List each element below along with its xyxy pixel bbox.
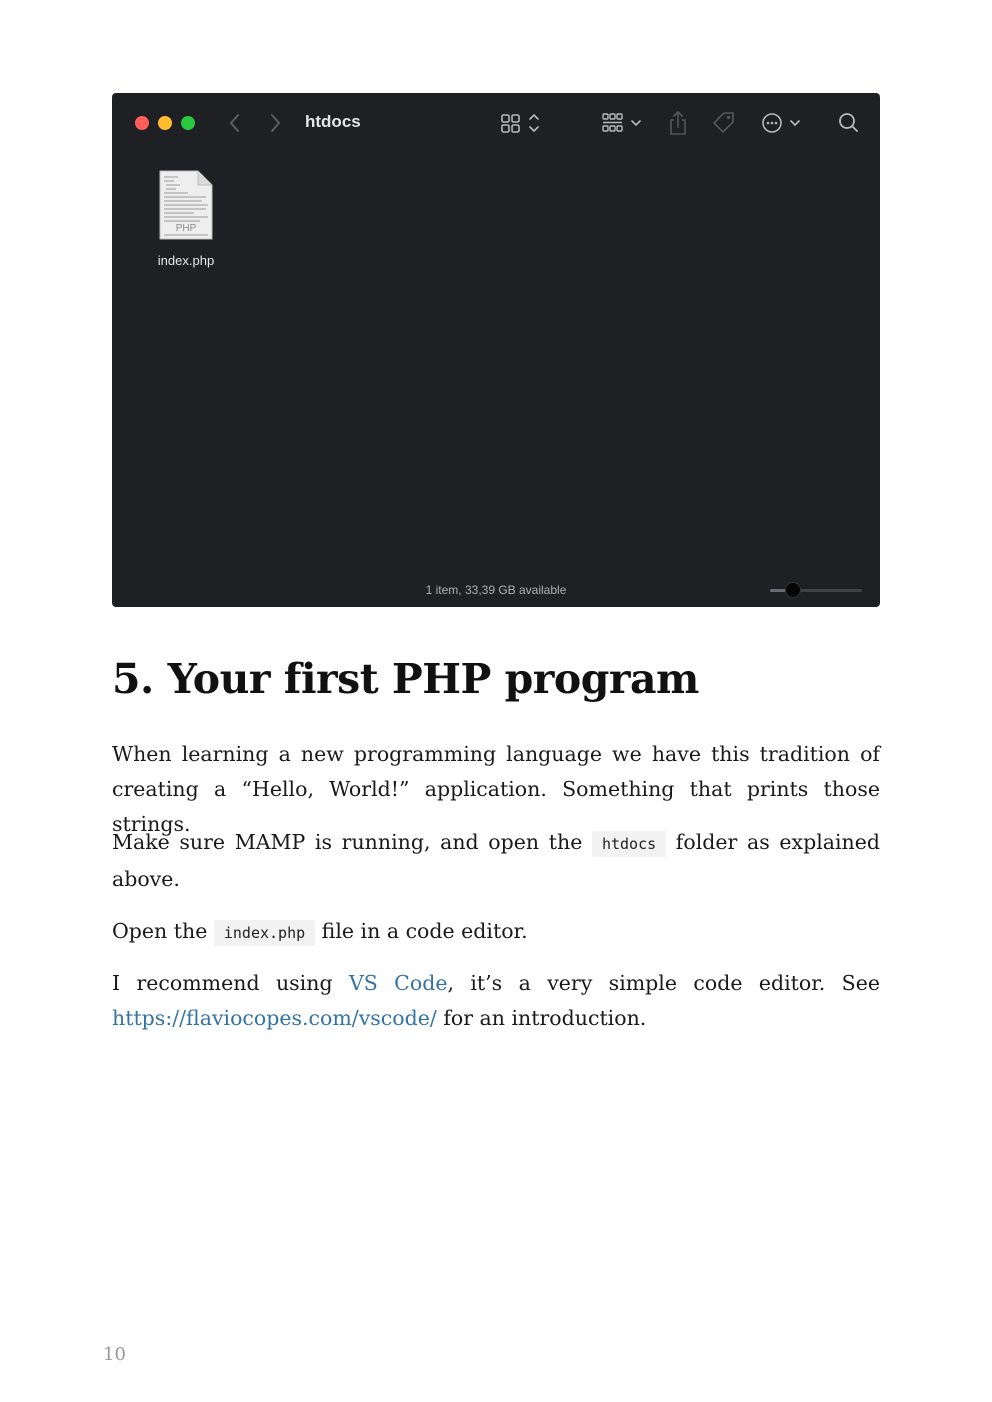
vs-code-link[interactable]: VS Code bbox=[348, 971, 448, 995]
text-run: folder as explained above. bbox=[112, 830, 880, 891]
text-run: for an introduction. bbox=[436, 1006, 647, 1030]
share-icon[interactable] bbox=[667, 109, 689, 137]
inline-code-index-php: index.php bbox=[214, 920, 315, 946]
file-name: index.php bbox=[157, 253, 215, 268]
status-bar-text: 1 item, 33,39 GB available bbox=[425, 583, 567, 597]
inline-code-htdocs: htdocs bbox=[592, 831, 666, 857]
forward-chevron-icon[interactable] bbox=[265, 109, 285, 137]
paragraph-editor bbox=[112, 966, 880, 1036]
text-run: , it’s a very simple code editor. See bbox=[447, 971, 880, 995]
paragraph-open-file bbox=[112, 914, 880, 951]
zoom-window-button[interactable] bbox=[181, 116, 195, 130]
close-window-button[interactable] bbox=[135, 116, 149, 130]
text-run: I recommend using bbox=[112, 971, 349, 995]
php-file-icon bbox=[158, 169, 214, 241]
minimize-window-button[interactable] bbox=[158, 116, 172, 130]
search-icon[interactable] bbox=[836, 109, 862, 137]
paragraph-mamp bbox=[112, 825, 880, 897]
page-number: 10 bbox=[103, 1344, 126, 1365]
icon-size-slider-knob[interactable] bbox=[785, 582, 801, 598]
grid-view-icon[interactable] bbox=[500, 109, 544, 137]
more-actions-icon[interactable] bbox=[760, 109, 804, 137]
paragraph-intro: When learning a new programming language we have this tradition of creating a “Hello, World!” application. Something that prints those strings. bbox=[112, 742, 880, 836]
folder-title: htdocs bbox=[305, 112, 361, 131]
file-item[interactable] bbox=[142, 169, 230, 268]
text-run: Open the bbox=[112, 919, 214, 943]
group-by-icon[interactable] bbox=[601, 109, 647, 137]
section-heading: 5. Your first PHP program bbox=[112, 655, 699, 703]
finder-window-screenshot bbox=[112, 93, 880, 607]
finder-toolbar bbox=[112, 93, 880, 153]
file-type-label: PHP bbox=[175, 223, 197, 234]
text-run: file in a code editor. bbox=[315, 919, 528, 943]
text-run: Make sure MAMP is running, and open the bbox=[112, 830, 592, 854]
back-chevron-icon[interactable] bbox=[225, 109, 245, 137]
tag-icon[interactable] bbox=[710, 109, 738, 137]
vscode-url-link[interactable]: https://flaviocopes.com/vscode/ bbox=[112, 1006, 437, 1030]
